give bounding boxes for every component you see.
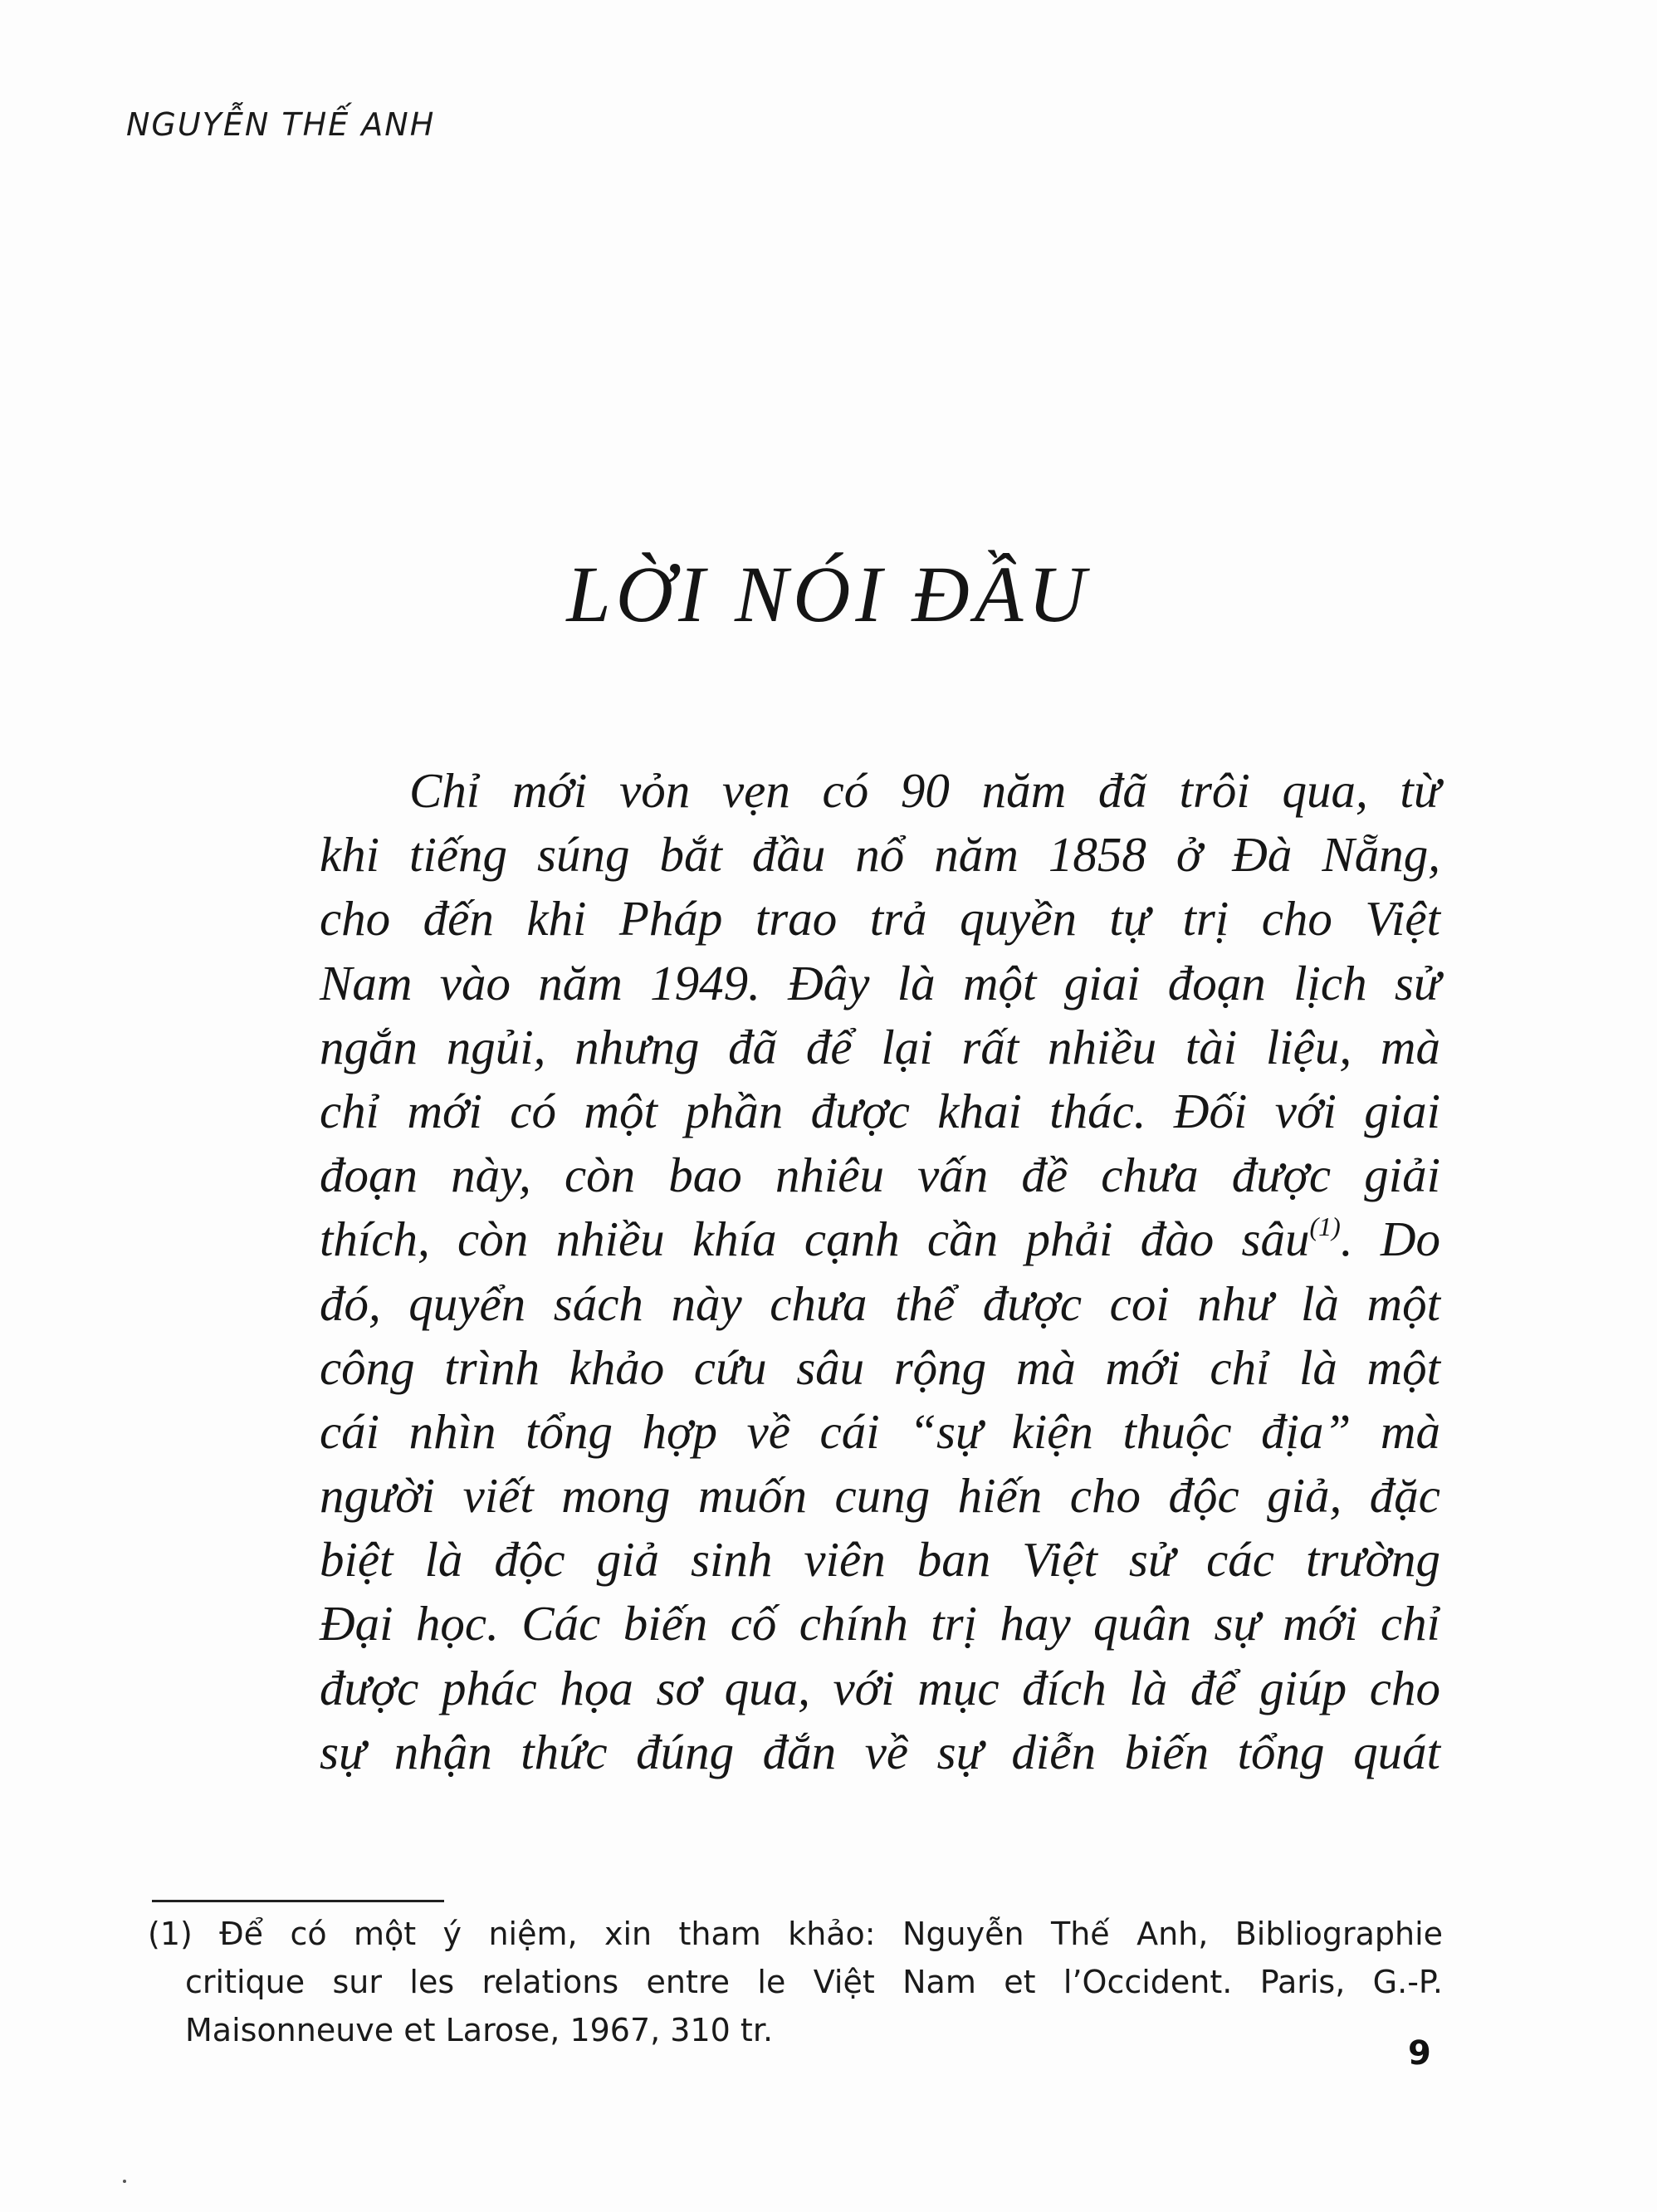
body-line: ngắn ngủi, nhưng đã để lại rất nhiều tài liệu, mà bbox=[320, 1019, 1440, 1074]
body-paragraph bbox=[320, 759, 1440, 1784]
body-line-text: thích, còn nhiều khía cạnh cần phải đào sâu bbox=[320, 1211, 1310, 1267]
body-line: biệt là độc giả sinh viên ban Việt sử các trường bbox=[320, 1532, 1440, 1588]
body-line: Đại học. Các biến cố chính trị hay quân sự mới chỉ bbox=[320, 1596, 1440, 1652]
footnote bbox=[148, 1910, 1443, 2054]
body-line-tail: . Do bbox=[1340, 1211, 1441, 1267]
body-line: Nam vào năm 1949. Đây là một giai đoạn lịch sử bbox=[320, 955, 1440, 1011]
body-line: được phác họa sơ qua, với mục đích là để giúp cho bbox=[320, 1660, 1440, 1715]
footnote-line: critique sur les relations entre le Việt Nam et l’Occident. Paris, G.-P. bbox=[185, 1964, 1443, 2000]
body-line: đó, quyển sách này chưa thể được coi như là một bbox=[320, 1275, 1440, 1331]
footnote-line: (1) Để có một ý niệm, xin tham khảo: Nguyễn Thế Anh, Bibliographie bbox=[148, 1916, 1443, 1952]
scan-speck bbox=[123, 2180, 126, 2183]
body-line: Chỉ mới vỏn vẹn có 90 năm đã trôi qua, từ bbox=[409, 763, 1440, 818]
chapter-title: LỜI NÓI ĐẦU bbox=[566, 550, 1091, 639]
body-line: người viết mong muốn cung hiến cho độc giả, đặc bbox=[320, 1468, 1440, 1524]
page-number: 9 bbox=[1408, 2034, 1431, 2073]
footnote-line: Maisonneuve et Larose, 1967, 310 tr. bbox=[185, 2012, 774, 2048]
body-line: sự nhận thức đúng đắn về sự diễn biến tổng quát bbox=[320, 1724, 1440, 1779]
body-line: khi tiếng súng bắt đầu nổ năm 1858 ở Đà Nẵng, bbox=[320, 827, 1440, 883]
body-line: cho đến khi Pháp trao trả quyền tự trị cho Việt bbox=[320, 891, 1440, 947]
body-line: công trình khảo cứu sâu rộng mà mới chỉ là một bbox=[320, 1339, 1440, 1395]
footnote-divider bbox=[152, 1900, 444, 1902]
body-line: đoạn này, còn bao nhiêu vấn đề chưa được giải bbox=[320, 1148, 1440, 1203]
running-head-author: NGUYỄN THẾ ANH bbox=[126, 106, 436, 143]
body-line: chỉ mới có một phần được khai thác. Đối với giai bbox=[320, 1083, 1440, 1138]
body-line-with-footnote-ref bbox=[320, 1207, 1440, 1271]
body-line: cái nhìn tổng hợp về cái “sự kiện thuộc địa” mà bbox=[320, 1403, 1440, 1459]
footnote-reference-mark: (1) bbox=[1309, 1211, 1341, 1242]
